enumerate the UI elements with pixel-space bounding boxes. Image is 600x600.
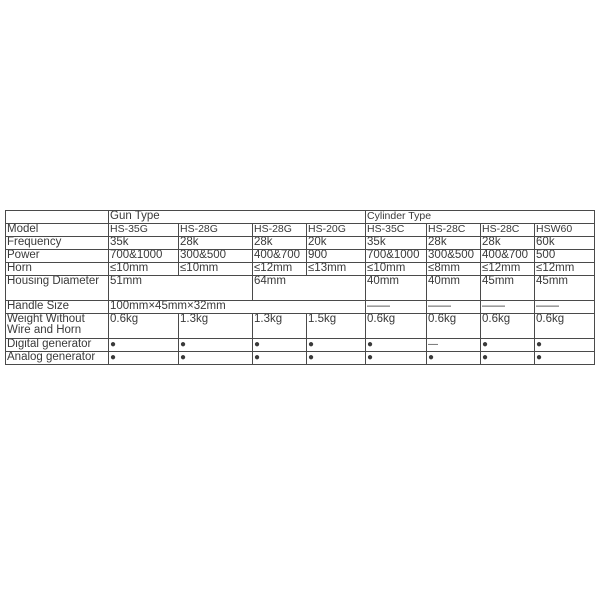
group-header-row: [6, 211, 595, 224]
cell: 35k: [109, 237, 179, 250]
row-frequency: [6, 237, 595, 250]
cell: 500: [535, 250, 595, 263]
cell: 300&500: [179, 250, 253, 263]
row-model: [6, 224, 595, 237]
cell: ——: [535, 301, 595, 314]
cell: HS-35G: [109, 224, 179, 237]
cell: HS-28G: [253, 224, 307, 237]
cell: 40mm: [366, 276, 427, 301]
cell: 60k: [535, 237, 595, 250]
cell: ≤10mm: [366, 263, 427, 276]
cell: HS-28G: [179, 224, 253, 237]
cell: ——: [366, 301, 427, 314]
row-label: Housing Diameter: [6, 276, 109, 301]
cell: ●: [253, 352, 307, 365]
cell: 51mm: [109, 276, 253, 301]
row-label: Frequency: [6, 237, 109, 250]
cell: 28k: [427, 237, 481, 250]
cell: 1.3kg: [179, 314, 253, 339]
cell: 20k: [307, 237, 366, 250]
row-label: Digital generator: [6, 339, 109, 352]
cell: ●: [109, 352, 179, 365]
cell: 100mm×45mm×32mm: [109, 301, 366, 314]
cell: 0.6kg: [427, 314, 481, 339]
cell: 45mm: [481, 276, 535, 301]
row-housing-diameter: [6, 276, 595, 301]
cell: 700&1000: [366, 250, 427, 263]
row-label: Handle Size: [6, 301, 109, 314]
cell: ≤10mm: [179, 263, 253, 276]
cell: 0.6kg: [481, 314, 535, 339]
row-handle-size: [6, 301, 595, 314]
row-analog-generator: [6, 352, 595, 365]
row-label: Horn: [6, 263, 109, 276]
cell: 64mm: [253, 276, 366, 301]
cell: ●: [109, 339, 179, 352]
cell: ≤12mm: [535, 263, 595, 276]
cell: ●: [366, 352, 427, 365]
row-power: [6, 250, 595, 263]
cell: HS-20G: [307, 224, 366, 237]
cell: ●: [307, 352, 366, 365]
cell: HS-35C: [366, 224, 427, 237]
cell: 900: [307, 250, 366, 263]
cell: ●: [307, 339, 366, 352]
row-weight: [6, 314, 595, 339]
cell: 400&700: [481, 250, 535, 263]
cell: ——: [427, 301, 481, 314]
group-cylinder-type: Cylinder Type: [366, 211, 595, 224]
cell: ●: [481, 339, 535, 352]
cell: 300&500: [427, 250, 481, 263]
row-horn: [6, 263, 595, 276]
corner-cell: [6, 211, 109, 224]
row-digital-generator: [6, 339, 595, 352]
cell: HS-28C: [481, 224, 535, 237]
cell: ≤10mm: [109, 263, 179, 276]
cell: ●: [427, 352, 481, 365]
cell: ——: [481, 301, 535, 314]
cell: HS-28C: [427, 224, 481, 237]
row-label: Power: [6, 250, 109, 263]
cell: ≤13mm: [307, 263, 366, 276]
cell: 28k: [253, 237, 307, 250]
cell: 28k: [481, 237, 535, 250]
cell: ≤12mm: [253, 263, 307, 276]
row-label: Weight Without Wire and Horn: [6, 314, 109, 339]
group-gun-type: Gun Type: [109, 211, 366, 224]
cell: ●: [253, 339, 307, 352]
row-label: Analog generator: [6, 352, 109, 365]
cell: ●: [179, 352, 253, 365]
cell: 28k: [179, 237, 253, 250]
cell: 1.3kg: [253, 314, 307, 339]
cell: —: [427, 339, 481, 352]
cell: 0.6kg: [109, 314, 179, 339]
row-label: Model: [6, 224, 109, 237]
cell: 1.5kg: [307, 314, 366, 339]
cell: 0.6kg: [535, 314, 595, 339]
cell: 400&700: [253, 250, 307, 263]
cell: 0.6kg: [366, 314, 427, 339]
cell: 45mm: [535, 276, 595, 301]
cell: ●: [179, 339, 253, 352]
cell: ●: [481, 352, 535, 365]
cell: 35k: [366, 237, 427, 250]
cell: ≤12mm: [481, 263, 535, 276]
cell: ≤8mm: [427, 263, 481, 276]
cell: ●: [535, 352, 595, 365]
cell: ●: [366, 339, 427, 352]
cell: 700&1000: [109, 250, 179, 263]
cell: 40mm: [427, 276, 481, 301]
cell: ●: [535, 339, 595, 352]
cell: HSW60: [535, 224, 595, 237]
spec-table: [5, 210, 595, 365]
